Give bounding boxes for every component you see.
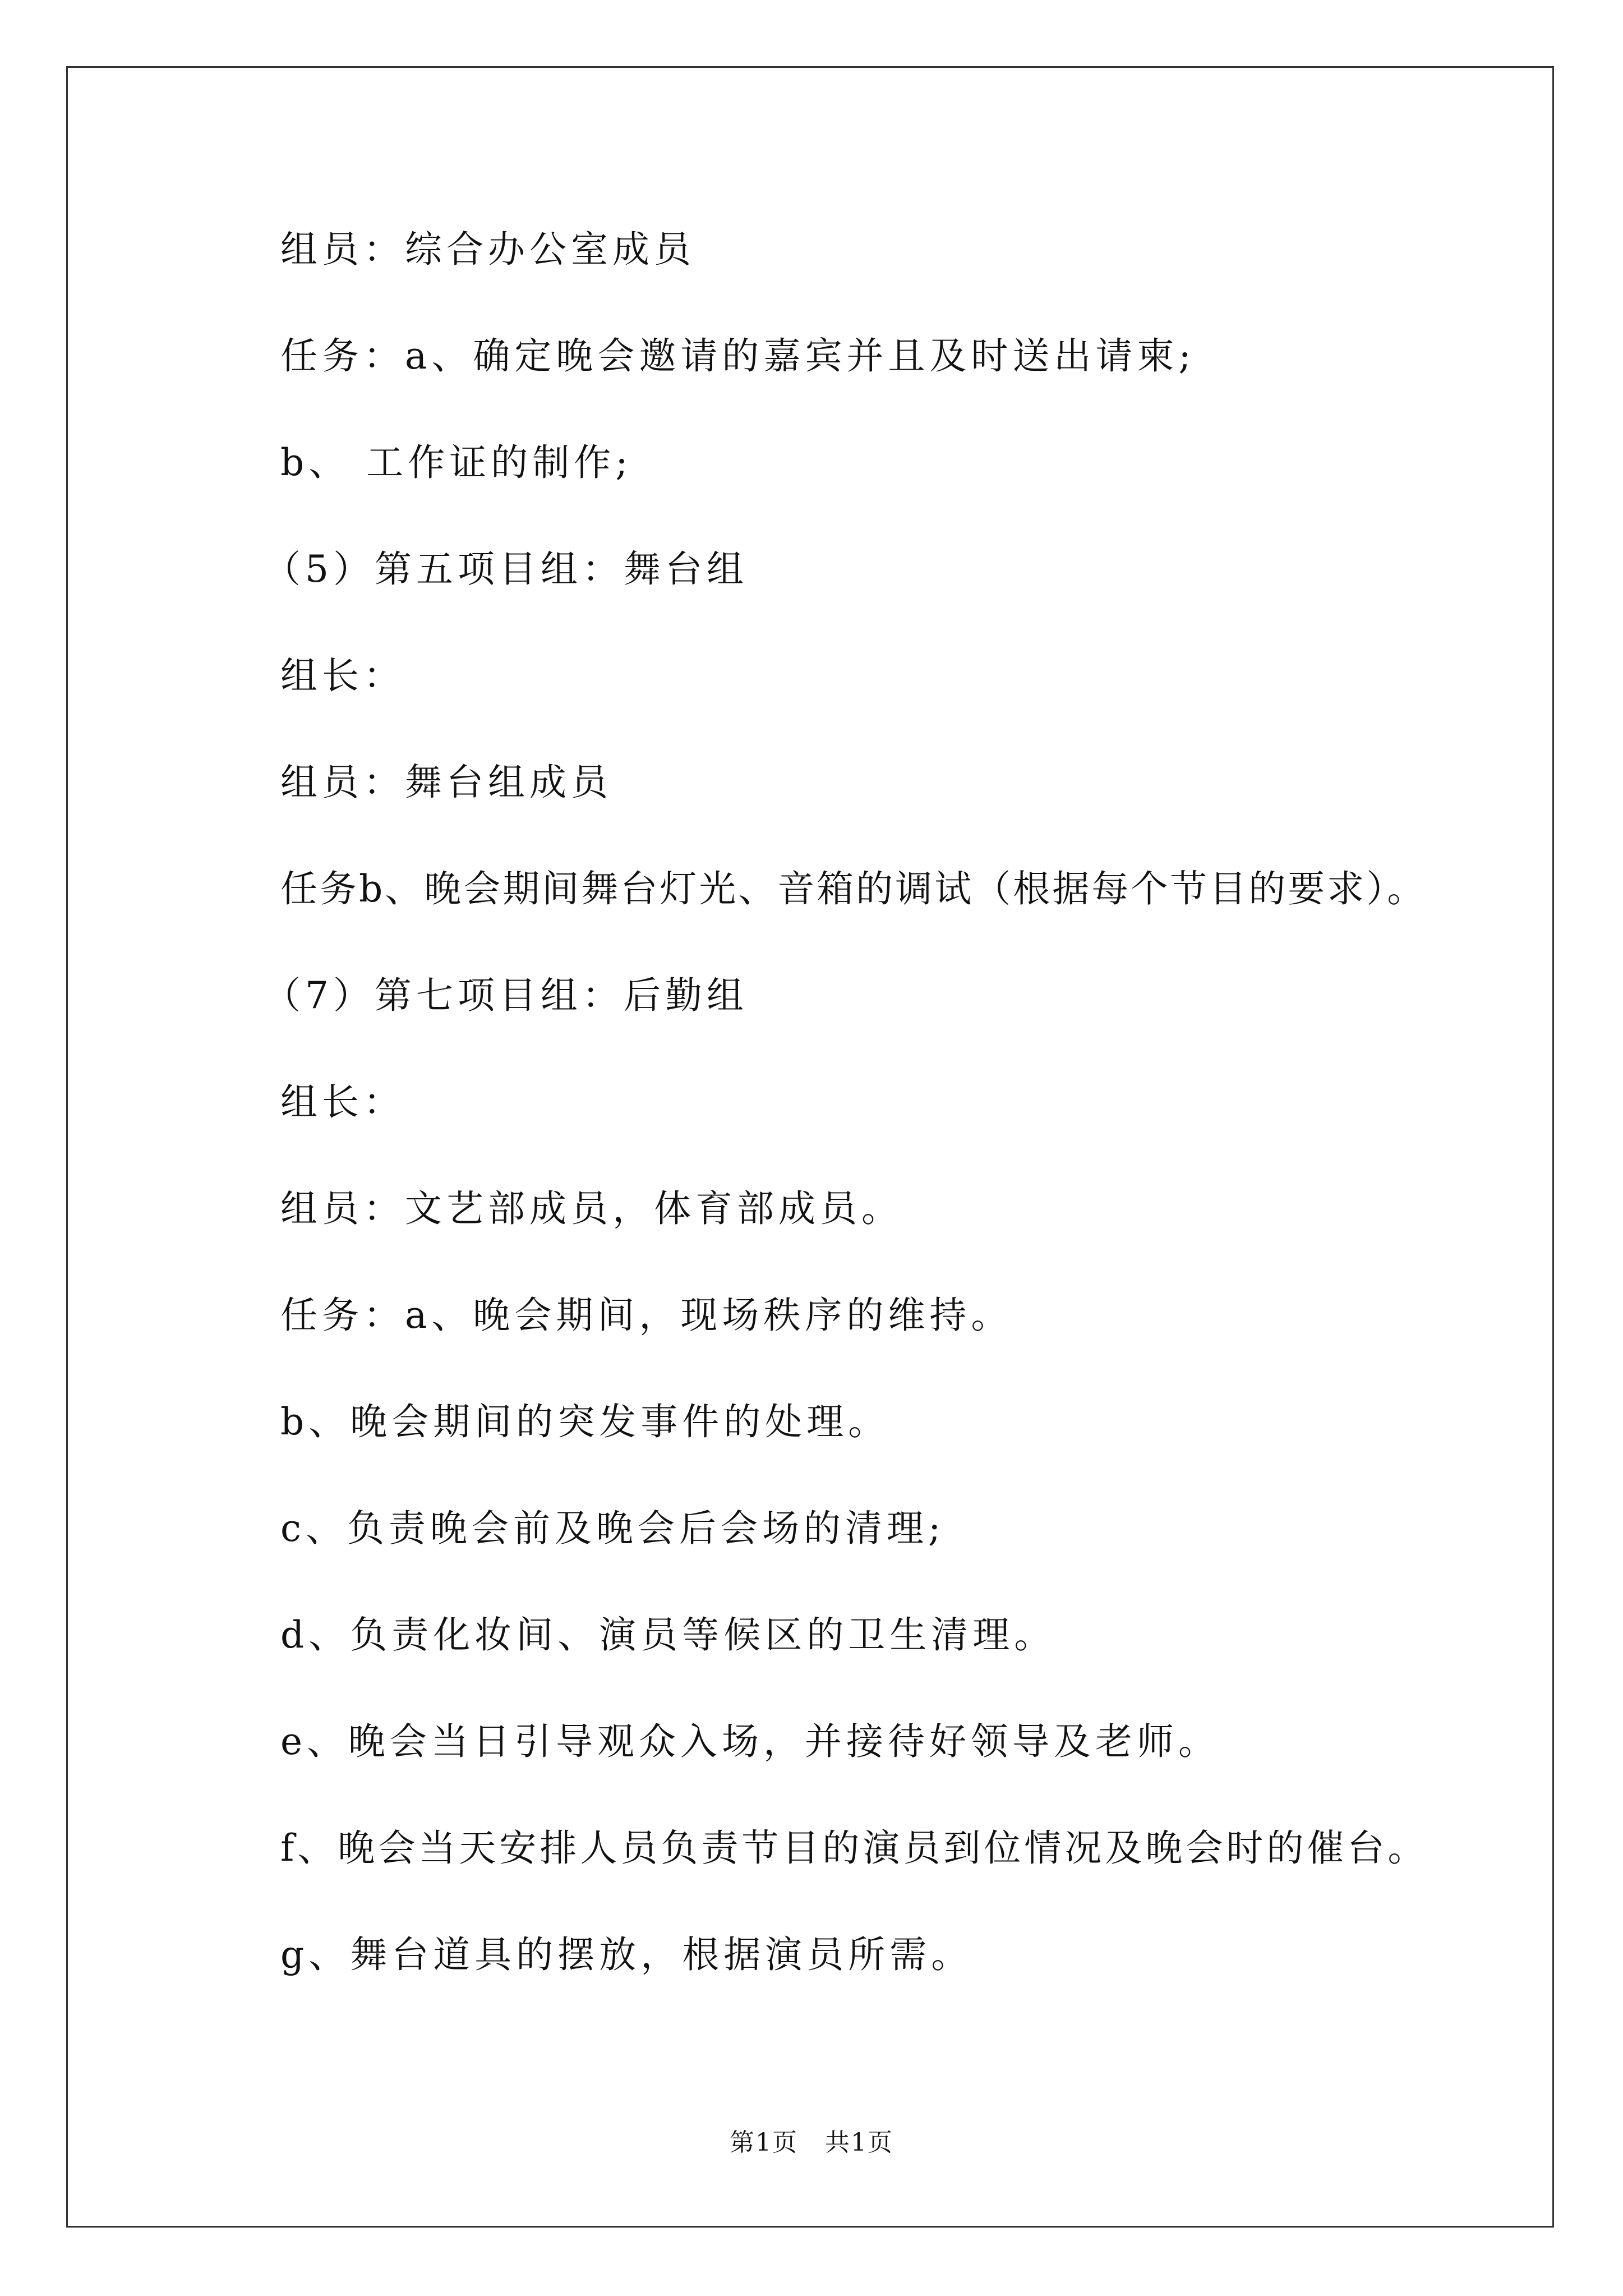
text-line: 任务：a、确定晚会邀请的嘉宾并且及时送出请柬; <box>280 334 1196 378</box>
section-heading: （5）第五项目组：舞台组 <box>264 547 748 591</box>
text-line: g、舞台道具的摆放，根据演员所需。 <box>280 1933 973 1976</box>
text-line: e、晚会当日引导观众入场，并接待好领导及老师。 <box>280 1720 1220 1763</box>
text-line: 组长： <box>280 1080 405 1124</box>
text-line: b、晚会期间的突发事件的处理。 <box>280 1400 890 1443</box>
text-line: 任务：a、晚会期间，现场秩序的维持。 <box>280 1294 1013 1337</box>
text-line: b、 工作证的制作; <box>280 441 633 484</box>
text-line: 组员：文艺部成员，体育部成员。 <box>280 1187 903 1230</box>
text-line: d、负责化妆间、演员等候区的卫生清理。 <box>280 1613 1056 1657</box>
page-footer: 第1页 共1页 <box>730 2128 893 2157</box>
text-line: 组员：综合办公室成员 <box>280 228 695 271</box>
page-border <box>66 66 1554 2228</box>
text-line: 组员：舞台组成员 <box>280 761 612 804</box>
text-line: c、负责晚会前及晚会后会场的清理; <box>280 1507 946 1550</box>
section-heading: （7）第七项目组：后勤组 <box>264 974 748 1017</box>
text-line: f、晚会当天安排人员负责节目的演员到位情况及晚会时的催台。 <box>280 1826 1428 1870</box>
text-line: 任务b、晚会期间舞台灯光、音箱的调试（根据每个节目的要求）。 <box>280 867 1427 910</box>
text-line: 组长： <box>280 654 405 697</box>
